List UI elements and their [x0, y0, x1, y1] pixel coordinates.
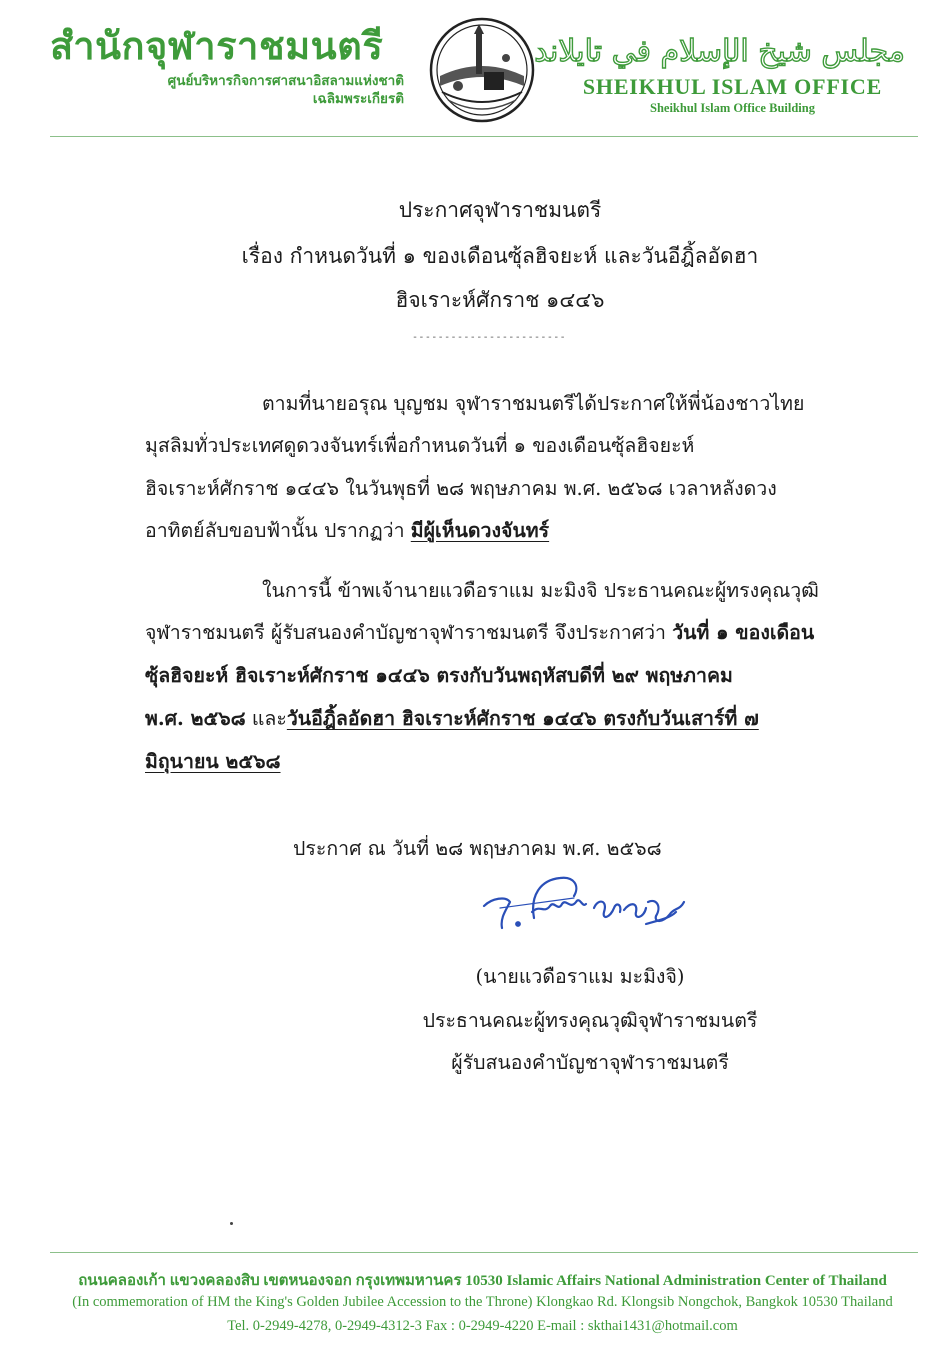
- announcement-date: ประกาศ ณ วันที่ ๒๘ พฤษภาคม พ.ศ. ๒๕๖๘: [293, 837, 662, 860]
- handwritten-signature: [470, 862, 710, 952]
- para1-line3: ฮิจเราะห์ศักราช ๑๔๔๖ ในวันพุธที่ ๒๘ พฤษภาคม พ.ศ. ๒๕๖๘ เวลาหลังดวง: [145, 477, 777, 500]
- para2-line3: ซุ้ลฮิจยะห์ ฮิจเราะห์ศักราช ๑๔๔๖ ตรงกับวันพฤหัสบดีที่ ๒๙ พฤษภาคม: [145, 664, 733, 687]
- org-name-thai: สำนักจุฬาราชมนตรี: [50, 24, 384, 68]
- para1-line1: ตามที่นายอรุณ บุญชม จุฬาราชมนตรีได้ประกาศให้พี่น้องชาวไทย: [262, 392, 805, 415]
- first-day-statement: วันที่ ๑ ของเดือน: [672, 621, 815, 644]
- signatory-name: (นายแวดือราแม มะมิงจิ): [475, 965, 685, 988]
- eid-al-adha-statement: วันอีฎิ้ลอัดฮา ฮิจเราะห์ศักราช ๑๔๔๖ ตรงกับวันเสาร์ที่ ๗: [286, 707, 759, 730]
- para2-line5: มิถุนายน ๒๕๖๘: [145, 750, 281, 773]
- moon-sighted-statement: มีผู้เห็นดวงจันทร์: [410, 519, 550, 542]
- announcement-year: ฮิจเราะห์ศักราช ๑๔๔๖: [395, 288, 605, 312]
- para2-line4-conj: และ: [245, 707, 287, 730]
- org-subtitle-thai-2: เฉลิมพระเกียรติ: [312, 91, 404, 107]
- footer-divider: [50, 1252, 918, 1253]
- announcement-subject: เรื่อง กำหนดวันที่ ๑ ของเดือนซุ้ลฮิจยะห์ และวันอีฎิ้ลอัดฮา: [241, 244, 759, 268]
- signatory-position-1: ประธานคณะผู้ทรงคุณวุฒิจุฬาราชมนตรี: [422, 1009, 758, 1032]
- org-name-english: SHEIKHUL ISLAM OFFICE: [582, 74, 883, 99]
- org-subtitle-english: Sheikhul Islam Office Building: [650, 101, 815, 115]
- scan-speck: [230, 1222, 233, 1225]
- office-seal-logo: [428, 16, 536, 124]
- para1-line4: [145, 514, 549, 548]
- para2-line1: ในการนี้ ข้าพเจ้านายแวดือราแม มะมิงจิ ประธานคณะผู้ทรงคุณวุฒิ: [262, 579, 819, 602]
- org-header-english: [534, 30, 905, 117]
- footer-address-english: (In commemoration of HM the King's Golden Jubilee Accession to the Throne) Klongkao Rd. Klongsib Nongchok, Bangkok 10530 Thailand: [72, 1294, 893, 1310]
- org-subtitle-thai-1: ศูนย์บริหารกิจการศาสนาอิสลามแห่งชาติ: [167, 73, 404, 89]
- para2-line2: [145, 616, 814, 650]
- para1-line2: มุสลิมทั่วประเทศดูดวงจันทร์เพื่อกำหนดวันที่ ๑ ของเดือนซุ้ลฮิจยะห์: [145, 434, 695, 457]
- org-name-arabic-calligraphy: مجلس شيخ الإسلام في تايلاند: [534, 34, 905, 69]
- announcement-title: [0, 190, 950, 230]
- title-line-1: ประกาศจุฬาราชมนตรี: [398, 198, 602, 222]
- footer-address-line: ถนนคลองเก้า แขวงคลองสิบ เขตหนองจอก กรุงเทพมหานคร 10530 Islamic Affairs National Administration Center of Thailand: [78, 1273, 887, 1289]
- para2-line2-text: จุฬาราชมนตรี ผู้รับสนองคำบัญชาจุฬาราชมนตรี จึงประกาศว่า: [145, 621, 673, 644]
- org-header-thai: [50, 20, 420, 108]
- signatory-position-2: ผู้รับสนองคำบัญชาจุฬาราชมนตรี: [451, 1051, 729, 1074]
- para2-line4-year: พ.ศ. ๒๕๖๘: [145, 707, 246, 730]
- header-divider: [50, 136, 918, 137]
- para2-line4: [145, 702, 759, 736]
- footer-contact-line: Tel. 0-2949-4278, 0-2949-4312-3 Fax : 0-2949-4220 E-mail : skthai1431@hotmail.com: [227, 1318, 738, 1334]
- title-separator: ------------------------: [412, 332, 567, 343]
- para1-line4-text: อาทิตย์ลับขอบฟ้านั้น ปรากฏว่า: [145, 519, 411, 542]
